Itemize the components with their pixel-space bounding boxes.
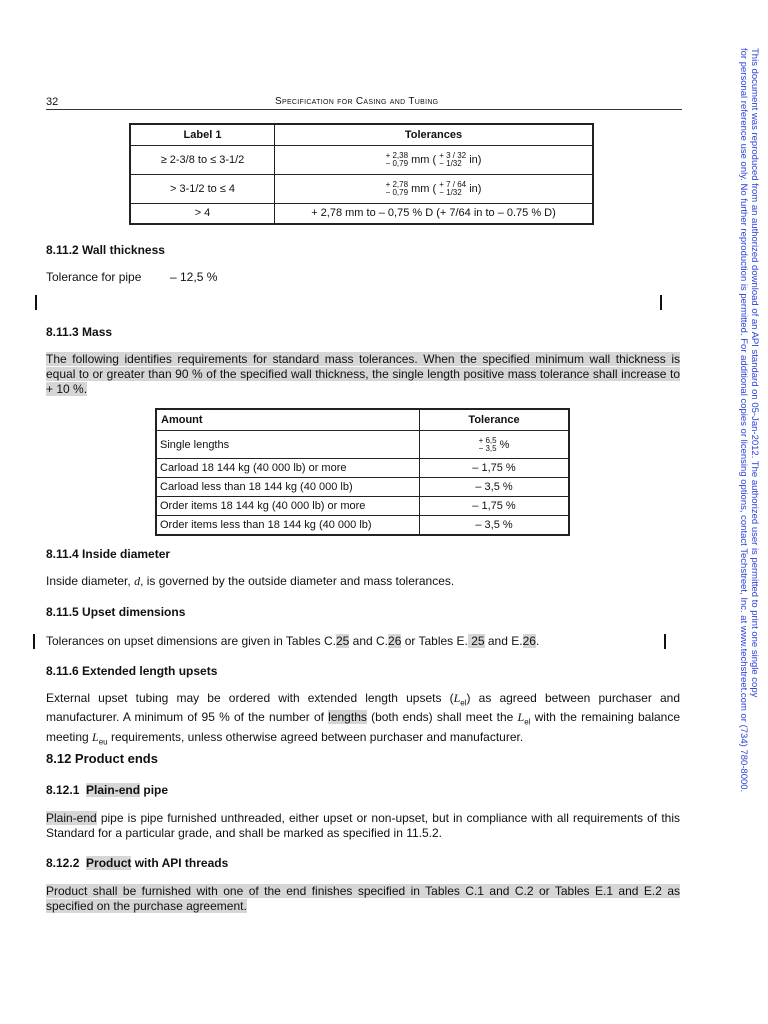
table-cell: – 1,75 % — [420, 497, 570, 516]
section-heading: 8.11.4 Inside diameter — [46, 547, 171, 561]
section-heading: 8.12.2 Product with API threads — [46, 856, 229, 870]
table-cell: ≥ 2-3/8 to ≤ 3-1/2 — [130, 146, 275, 175]
fraction: + 2,38 − 0,79 — [385, 151, 409, 168]
table-row — [130, 204, 593, 224]
highlighted-text: The following identifies requirements for standard mass tolerances. When the specified minimum wall thickness is equal to or greater than 90 % of the specified wall thickness, the single length positive mass tolerance shall increase to + 10 %. — [46, 352, 680, 396]
table-row — [156, 459, 569, 478]
paragraph: External upset tubing may be ordered with extended length upsets $(L_{el})$ as agreed between purchaser and manufacturer. A minimum of 95 % of the number of lengths (both ends) shall meet the $L_{el}$ with the remaining balance meeting $L_{eu}$ requirements, unless otherwise agreed between purchaser and manufacturer. — [46, 691, 681, 747]
paragraph: Inside diameter, d, is governed by the outside diameter and mass tolerances. — [46, 574, 455, 588]
table-header-row — [156, 409, 569, 431]
table-cell: + 2,78 mm to – 0,75 % D (+ 7/64 in to – 0.75 % D) — [275, 204, 594, 224]
table-cell: > 4 — [130, 204, 275, 224]
table-row — [130, 146, 593, 175]
change-bar — [664, 634, 666, 649]
table-row — [156, 497, 569, 516]
paragraph: Product shall be furnished with one of the end finishes specified in Tables C.1 and C.2 or Tables E.1 and E.2 as specified on the purchase agreement. — [46, 884, 680, 913]
table-cell: Order items 18 144 kg (40 000 lb) or more — [156, 497, 420, 516]
mass-tolerance-table — [155, 408, 570, 536]
table-cell: + 2,38 − 0,79 mm ( + 3 / 32 − 1/32 in) — [275, 146, 594, 175]
table-cell: Carload less than 18 144 kg (40 000 lb) — [156, 478, 420, 497]
section-heading: 8.11.2 Wall thickness — [46, 243, 165, 257]
change-bar — [35, 295, 37, 310]
paragraph: Tolerances on upset dimensions are given in Tables C.25 and C.26 or Tables E. 25 and E.26. — [46, 634, 540, 648]
fraction: + 3 / 32 − 1/32 — [439, 151, 467, 168]
section-heading: 8.11.3 Mass — [46, 325, 113, 339]
table-cell: Order items less than 18 144 kg (40 000 lb) — [156, 516, 420, 535]
header-rule — [46, 109, 682, 110]
table-cell: + 6,5 − 3,5 % — [420, 431, 570, 459]
section-heading: 8.11.6 Extended length upsets — [46, 664, 218, 678]
reproduction-notice — [738, 48, 760, 798]
paragraph: Plain-end pipe is pipe furnished unthreaded, either upset or non-upset, but in compliance with all requirements of this Standard for a particular grade, and shall be marked as specified in 11.5.2. — [46, 811, 680, 840]
tolerance-value: – 12,5 % — [170, 270, 218, 284]
table-header-cell: Tolerance — [420, 409, 570, 431]
table-cell: > 3-1/2 to ≤ 4 — [130, 175, 275, 204]
table-header-cell: Tolerances — [275, 124, 594, 146]
table-cell: – 3,5 % — [420, 478, 570, 497]
running-title: Specification for Casing and Tubing — [275, 96, 439, 107]
table-header-row — [130, 124, 593, 146]
table-row — [156, 431, 569, 459]
change-bar — [660, 295, 662, 310]
page-number: 32 — [46, 96, 59, 108]
table-cell: Single lengths — [156, 431, 420, 459]
table-cell: – 3,5 % — [420, 516, 570, 535]
table-cell: – 1,75 % — [420, 459, 570, 478]
table-row — [156, 478, 569, 497]
notice-line: This document was reproduced from an authorized download of an API standard on 05-Jan-2012. The authorized user is permitted to print one single copy — [749, 48, 760, 698]
change-bar — [33, 634, 35, 649]
section-heading: 8.11.5 Upset dimensions — [46, 605, 186, 619]
section-heading: 8.12 Product ends — [46, 751, 158, 766]
tolerance-label: Tolerance for pipe — [46, 270, 142, 284]
section-heading: 8.12.1 Plain-end pipe — [46, 783, 169, 797]
table-row — [130, 175, 593, 204]
paragraph — [46, 352, 680, 397]
table-header-cell: Amount — [156, 409, 420, 431]
fraction: + 6,5 − 3,5 — [478, 435, 497, 453]
table-header-cell: Label 1 — [130, 124, 275, 146]
fraction: + 7 / 64 − 1/32 — [439, 180, 467, 197]
fraction: + 2,78 − 0,79 — [385, 180, 409, 197]
table-cell: + 2,78 − 0,79 mm ( + 7 / 64 − 1/32 in) — [275, 175, 594, 204]
table-cell: Carload 18 144 kg (40 000 lb) or more — [156, 459, 420, 478]
tolerance-table — [129, 123, 594, 225]
notice-line: for personal reference use only. No further reproduction is permitted. For additional copies or licensing options, contact Techstreet, Inc. at www.techstreet.com or (734) 780-8000. — [738, 48, 749, 793]
table-row — [156, 516, 569, 535]
